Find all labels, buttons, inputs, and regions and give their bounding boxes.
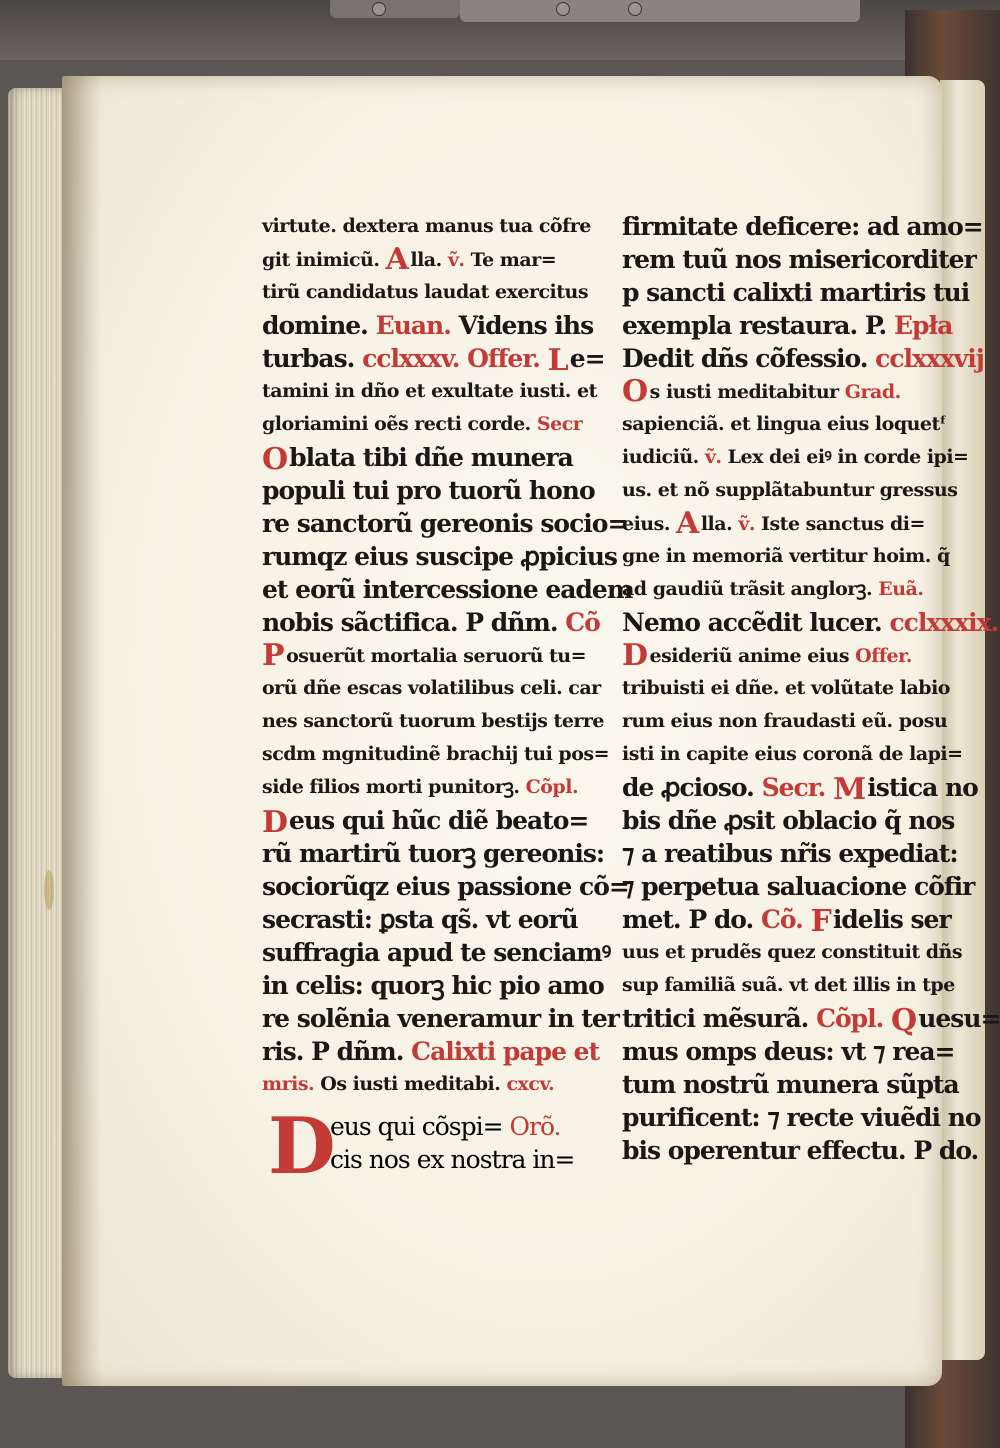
- screw: [556, 2, 570, 16]
- text-segment: rem tuũ nos misericorditer: [622, 245, 976, 274]
- text-line: [262, 738, 609, 771]
- red-initial: A: [676, 506, 699, 541]
- screw: [628, 2, 642, 16]
- text-line: [330, 1110, 580, 1143]
- text-segment: tirũ candidatus laudat exercitus: [262, 281, 589, 303]
- text-segment: Iste sanctus di=: [761, 513, 925, 535]
- text-line: [622, 1035, 955, 1068]
- text-segment: tamini in dño et exultate iusti. et: [262, 380, 597, 402]
- text-segment: s iusti meditabitur: [649, 381, 845, 403]
- text-line: [622, 507, 934, 540]
- rubric-text: Offer.: [855, 645, 913, 667]
- text-segment: secrasti: ꝑsta qs̃. vt eorũ: [262, 905, 578, 934]
- text-segment: lla.: [700, 513, 739, 535]
- red-initial: P: [262, 638, 285, 673]
- text-segment: in celis: quorꝫ hic pio amo: [262, 971, 604, 1000]
- text-line: [262, 342, 605, 378]
- text-line: [622, 705, 948, 738]
- text-segment: isti in capite eius coronã de lapi=: [622, 743, 963, 765]
- text-segment: rũ martirũ tuorꝫ gereonis:: [262, 839, 605, 868]
- text-segment: blata tibi dñe munera: [289, 443, 573, 472]
- red-initial: Q: [891, 1003, 917, 1038]
- text-line: [622, 969, 955, 1002]
- text-segment: tribuisti ei dñe. et volũtate labio: [622, 677, 950, 699]
- text-segment: rumqz eius suscipe ꝓpicius: [262, 542, 617, 571]
- rubric-text: Grad.: [844, 381, 901, 403]
- rubric-text: Euã.: [878, 578, 924, 600]
- text-line: [262, 441, 573, 477]
- rubric-text: Cõpl.: [525, 776, 579, 798]
- red-initial: L: [547, 343, 568, 378]
- text-line: [262, 606, 600, 639]
- text-segment: sup familiã suã. vt det illis in tpe: [622, 974, 955, 996]
- text-segment: istica no: [867, 773, 978, 802]
- rubric-text: Secr.: [761, 773, 834, 802]
- text-line: [622, 210, 983, 243]
- rubric-text: cxcv.: [506, 1073, 555, 1095]
- text-line: [262, 408, 583, 441]
- text-line: [262, 507, 628, 540]
- text-segment: Te mar=: [470, 249, 557, 271]
- text-line: [262, 573, 633, 606]
- rubric-text: Cõpl.: [816, 1004, 892, 1033]
- text-segment: uesu=: [918, 1004, 1000, 1033]
- text-line: [262, 309, 594, 342]
- text-line: [262, 638, 587, 673]
- text-segment: Videns ihs: [458, 311, 594, 340]
- rubric-text: Calixti pape et: [411, 1037, 600, 1066]
- text-line: [622, 540, 950, 573]
- text-segment: ⁊ a reatibus nr̃is expediat:: [622, 839, 958, 868]
- text-segment: domine.: [262, 311, 376, 340]
- text-segment: exempla restaura. P.: [622, 311, 894, 340]
- text-line: [622, 1134, 979, 1167]
- text-line: [330, 1143, 580, 1176]
- rubric-text: ṽ.: [447, 249, 471, 271]
- text-line: [622, 903, 951, 939]
- text-line: [262, 474, 595, 507]
- text-segment: firmitate deficere: ad amo=: [622, 212, 983, 241]
- text-segment: e=: [569, 344, 605, 373]
- text-line: [622, 408, 947, 441]
- text-segment: eius.: [622, 513, 677, 535]
- text-segment: ris. P dñm.: [262, 1037, 412, 1066]
- text-line: [622, 276, 970, 309]
- text-segment: Lex dei eiꝰ in corde ipi=: [727, 446, 969, 468]
- text-line: [622, 672, 950, 705]
- left-column-final-lines: [330, 1110, 580, 1176]
- text-segment: lla.: [410, 249, 448, 271]
- text-segment: Nemo accẽdit lucer.: [622, 608, 890, 637]
- scanner-bracket: [460, 0, 860, 22]
- text-line: [622, 342, 984, 375]
- text-line: [622, 243, 976, 276]
- screw: [372, 2, 386, 16]
- text-line: [622, 639, 934, 672]
- rubric-text: ṽ.: [704, 446, 728, 468]
- text-segment: cis nos ex nostra in=: [330, 1145, 575, 1174]
- text-segment: purificent: ⁊ recte viuẽdi no: [622, 1103, 981, 1132]
- text-segment: eus qui cõspi=: [330, 1112, 510, 1141]
- text-line: [262, 771, 579, 804]
- text-segment: de ꝓcioso.: [622, 773, 762, 802]
- text-line: [262, 936, 611, 969]
- text-line: [262, 1002, 619, 1035]
- text-line: [622, 1101, 981, 1134]
- rubric-text: Orõ.: [509, 1112, 561, 1141]
- rubric-text: cclxxxix.: [889, 608, 999, 637]
- text-line: [262, 243, 572, 276]
- text-line: [622, 1002, 1000, 1038]
- rubric-text: Cõ.: [760, 905, 811, 934]
- rubric-text: cclxxxvij: [875, 344, 984, 373]
- text-line: [622, 771, 978, 807]
- text-segment: nes sanctorũ tuorum bestijs terre: [262, 710, 605, 732]
- page-block-edges: [8, 88, 68, 1378]
- text-segment: eus qui hũc diẽ beato=: [289, 806, 589, 835]
- text-line: [262, 837, 605, 870]
- text-line: [622, 738, 963, 771]
- red-initial: D: [262, 805, 288, 840]
- rubric-text: Offer.: [467, 344, 548, 373]
- text-segment: rum eius non fraudasti eũ. posu: [622, 710, 948, 732]
- text-line: [622, 1068, 959, 1101]
- rubric-text: mris.: [262, 1073, 321, 1095]
- text-line: [622, 573, 934, 606]
- text-segment: idelis ser: [832, 905, 951, 934]
- left-text-column: [262, 210, 633, 1101]
- text-segment: mus omps deus: vt ⁊ rea=: [622, 1037, 955, 1066]
- text-segment: et eorũ intercessione eadem: [262, 575, 633, 604]
- text-segment: tritici mẽsurã.: [622, 1004, 817, 1033]
- text-segment: gne in memoriã vertitur hoim. q̃: [622, 545, 950, 567]
- text-segment: sociorũqz eius passione cõ=: [262, 872, 629, 901]
- gutter-shadow: [62, 76, 102, 1386]
- right-text-column: [622, 210, 1000, 1167]
- text-segment: populi tui pro tuorũ hono: [262, 476, 595, 505]
- red-initial: A: [385, 242, 409, 277]
- text-line: [262, 870, 629, 903]
- text-segment: gloriamini oẽs recti corde.: [262, 413, 537, 435]
- text-line: [622, 606, 999, 639]
- text-line: [622, 804, 955, 837]
- red-initial: O: [262, 442, 288, 477]
- text-line: [622, 441, 969, 474]
- text-line: [262, 1035, 600, 1068]
- text-segment: sapienciã. et lingua eius loquetᶠ: [622, 413, 947, 435]
- text-line: [622, 936, 963, 969]
- rubric-text: cclxxxv.: [362, 344, 468, 373]
- text-line: [622, 870, 975, 903]
- rubric-text: Epła: [893, 311, 953, 340]
- text-segment: met. P do.: [622, 905, 761, 934]
- text-line: [622, 375, 934, 408]
- red-initial: M: [833, 772, 866, 807]
- rubric-text: Euan.: [375, 311, 459, 340]
- paper-stain: [44, 870, 54, 910]
- text-segment: tum nostrũ munera sũpta: [622, 1070, 959, 1099]
- text-segment: Os iusti meditabi.: [320, 1073, 507, 1095]
- text-line: [262, 540, 617, 573]
- text-line: [262, 672, 601, 705]
- decorated-initial: D: [268, 1101, 336, 1192]
- text-segment: side filios morti punitorꝫ.: [262, 776, 526, 798]
- text-segment: virtute. dextera manus tua cõfre: [262, 215, 591, 237]
- text-segment: osuerũt mortalia seruorũ tu=: [286, 645, 587, 667]
- text-line: [622, 309, 953, 342]
- text-line: [262, 276, 589, 309]
- red-initial: D: [622, 638, 648, 673]
- text-segment: esideriũ anime eius: [649, 645, 856, 667]
- text-segment: p sancti calixti martiris tui: [622, 278, 970, 307]
- text-segment: scdm mgnitudinẽ brachij tui pos=: [262, 743, 609, 765]
- text-line: [262, 375, 597, 408]
- text-line: [262, 903, 578, 936]
- rubric-text: ṽ.: [738, 513, 762, 535]
- text-segment: re sanctorũ gereonis socio=: [262, 509, 628, 538]
- text-line: [622, 837, 958, 870]
- text-segment: git inimicũ.: [262, 249, 386, 271]
- red-initial: F: [810, 904, 831, 939]
- text-line: [262, 969, 604, 1002]
- text-segment: re solẽnia veneramur in ter: [262, 1004, 619, 1033]
- text-line: [262, 210, 591, 243]
- text-segment: uus et prudẽs quez constituit dñs: [622, 941, 963, 963]
- text-segment: turbas.: [262, 344, 363, 373]
- text-segment: nobis sãctifica. P dñm.: [262, 608, 566, 637]
- text-segment: orũ dñe escas volatilibus celi. car: [262, 677, 601, 699]
- text-segment: us. et nõ supplãtabuntur gressus: [622, 479, 958, 501]
- text-segment: ⁊ perpetua saluacione cõfir: [622, 872, 975, 901]
- text-segment: iudiciũ.: [622, 446, 705, 468]
- red-initial: O: [622, 374, 648, 409]
- rubric-text: Cõ: [565, 608, 600, 637]
- text-segment: ad gaudiũ trãsit anglorꝫ.: [622, 578, 879, 600]
- rubric-text: Secr: [536, 413, 583, 435]
- scanner-bracket: [330, 0, 460, 18]
- text-segment: bis dñe ꝓsit oblacio q̃ nos: [622, 806, 955, 835]
- text-segment: Dedit dñs cõfessio.: [622, 344, 876, 373]
- text-line: [262, 804, 589, 840]
- text-line: [622, 474, 958, 507]
- text-line: [262, 705, 605, 738]
- text-segment: bis operentur effectu. P do.: [622, 1136, 979, 1165]
- text-line: [262, 1068, 572, 1101]
- text-segment: suffragia apud te senciamꝰ: [262, 938, 611, 967]
